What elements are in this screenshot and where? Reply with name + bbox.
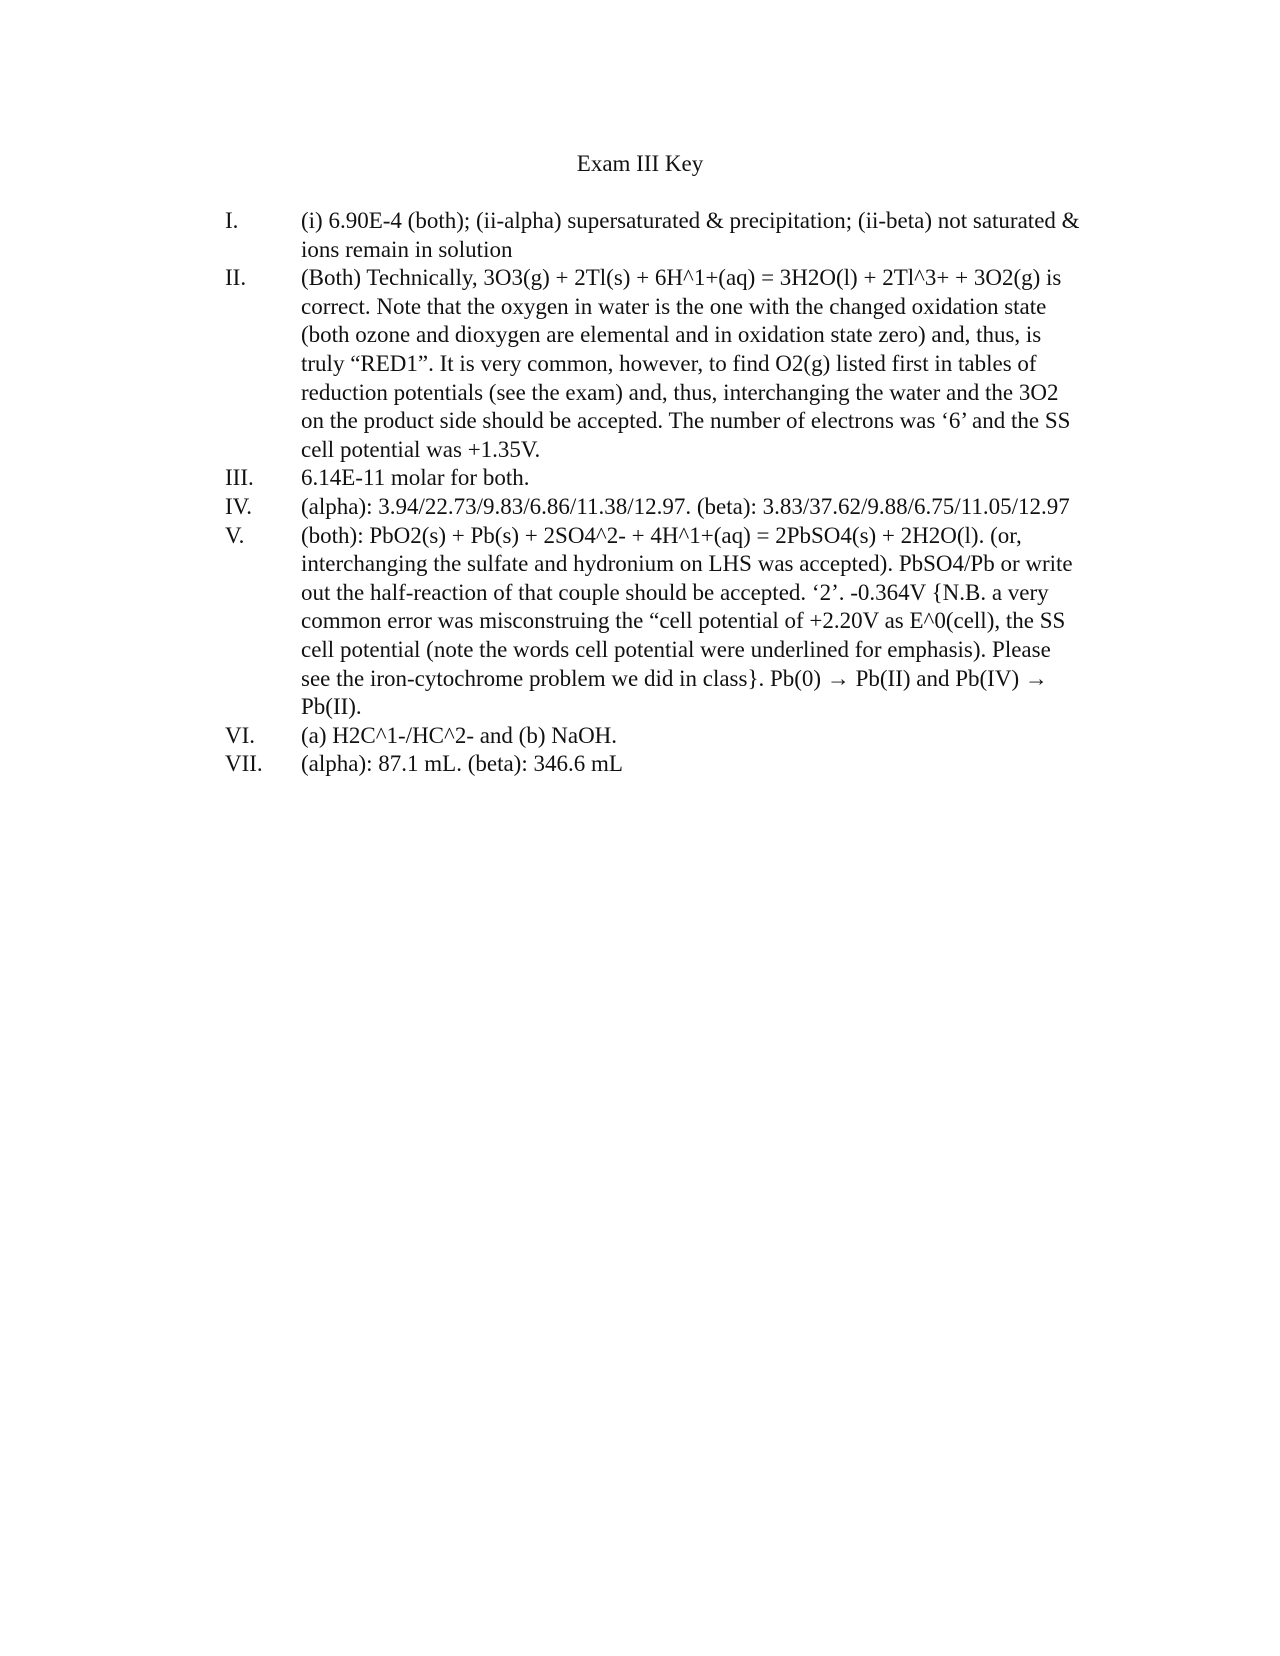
answer-numeral: I. (225, 208, 239, 233)
answer-numeral: VI. (225, 722, 256, 748)
answer-text: (alpha): 87.1 mL. (beta): 346.6 mL (301, 751, 623, 777)
answer-text: (alpha): 3.94/22.73/9.83/6.86/11.38/12.97. (beta): 3.83/37.62/9.88/6.75/11.05/12.97 (301, 493, 1070, 519)
answer-text: (both): PbO2(s) + Pb(s) + 2SO4^2- + 4H^1+(aq) = 2PbSO4(s) + 2H2O(l). (or, interchanging the sulfate and hydronium on LHS was accepted). PbSO4/Pb or write out the half-reaction of that couple should be accepted. ‘2’. -0.364V {N.B. a very common error was misconstruing the “cell potential of +2.20V as E^0(cell), the SS cell potential (note the words cell potential were underlined for emphasis). Please see the iron-cytochrome problem we did in class}. Pb(0) → Pb(II) and Pb(IV) → Pb(II). (301, 522, 1073, 720)
answer-text: (a) H2C^1-/HC^2- and (b) NaOH. (301, 722, 618, 748)
answer-item-iii (225, 464, 1085, 493)
answer-item-vii (225, 750, 1085, 779)
answer-numeral: V. (225, 522, 245, 548)
answer-numeral: II. (225, 265, 247, 291)
answer-text: (Both) Technically, 3O3(g) + 2Tl(s) + 6H^1+(aq) = 3H2O(l) + 2Tl^3+ + 3O2(g) is correct. Note that the oxygen in water is the one with the changed oxidation state (both ozone and dioxygen are elemental and in oxidation state zero) and, thus, is truly “RED1”. It is very common, however, to find O2(g) listed first in tables of reduction potentials (see the exam) and, thus, interchanging the water and the 3O2 on the product side should be accepted. The number of electrons was ‘6’ and the SS cell potential was +1.35V. (301, 265, 1071, 462)
answer-item-vi (225, 722, 1085, 751)
answer-numeral: VII. (225, 751, 263, 777)
answer-text: 6.14E-11 molar for both. (301, 465, 530, 491)
answer-numeral: III. (225, 465, 254, 491)
answer-list (225, 207, 1085, 779)
page-title: Exam III Key (576, 151, 704, 176)
answer-item-i (225, 207, 1085, 264)
answer-item-ii (225, 264, 1085, 464)
answer-item-v (225, 522, 1085, 722)
answer-text: (i) 6.90E-4 (both); (ii-alpha) supersaturated & precipitation; (ii-beta) not saturated & ions remain in solution (301, 208, 1080, 262)
answer-item-iv (225, 493, 1085, 522)
answer-numeral: IV. (225, 493, 253, 519)
